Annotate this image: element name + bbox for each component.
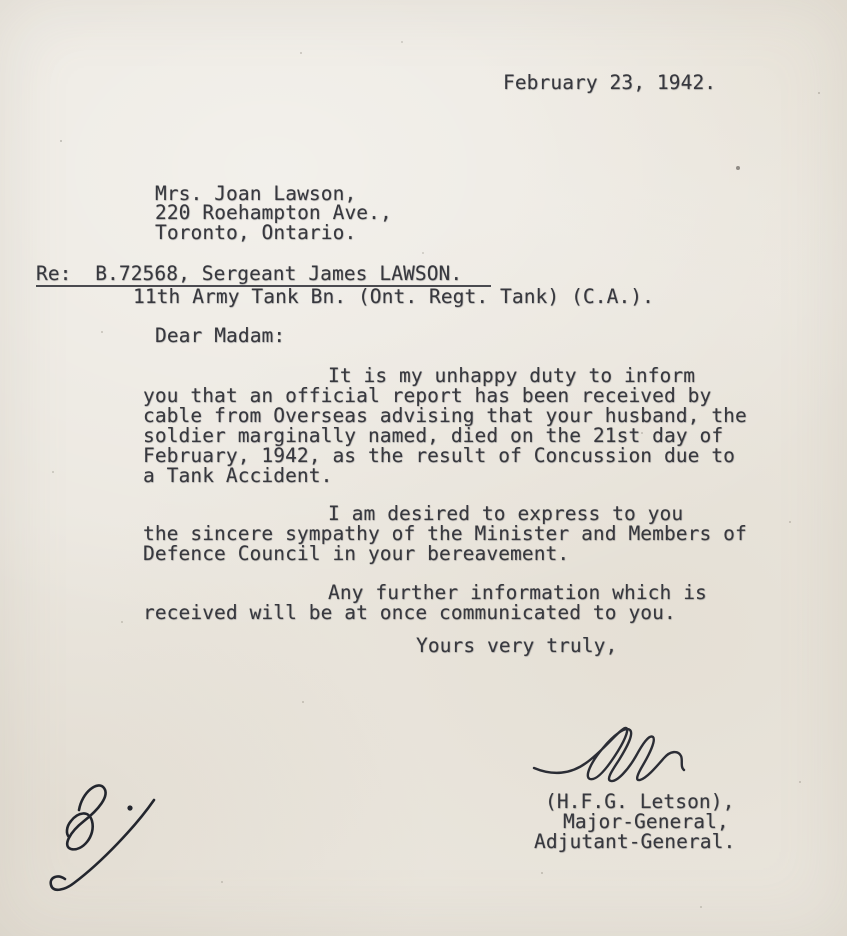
signature-icon [531,722,693,792]
initials-icon [38,766,178,906]
recipient-city: Toronto, Ontario. [155,221,357,244]
paragraph-line: I am desired to express to you [328,502,684,525]
paper-specks [0,0,2,2]
paragraph-line: a Tank Accident. [143,464,333,487]
signer-rank: Major-General, [563,810,729,833]
salutation: Dear Madam: [155,324,286,347]
paragraph-line: Any further information which is [328,581,707,604]
recipient-street: 220 Roehampton Ave., [155,201,392,224]
body-paragraph-2 [143,504,747,564]
paragraph-line: you that an official report has been received by [143,384,712,407]
paragraph-line: It is my unhappy duty to inform [328,364,696,387]
subject-line-underlined: Re: B.72568, Sergeant James LAWSON. [36,264,491,287]
paragraph-line: received will be at once communicated to you. [143,601,676,624]
paragraph-line: the sincere sympathy of the Minister and Members of [143,522,747,545]
signer-name: (H.F.G. Letson), [545,790,735,813]
body-paragraph-1 [143,366,747,486]
closing-phrase: Yours very truly, [416,634,618,657]
paragraph-line: cable from Overseas advising that your husband, the [143,404,747,427]
recipient-name: Mrs. Joan Lawson, [155,182,357,205]
letter-date: February 23, 1942. [503,71,717,94]
body-paragraph-3 [143,583,707,623]
signer-title: Adjutant-General. [534,830,736,853]
paragraph-line: Defence Council in your bereavement. [143,542,570,565]
subject-line-unit: 11th Army Tank Bn. (Ont. Regt. Tank) (C.A.). [133,285,654,308]
paragraph-line: soldier marginally named, died on the 21st day of [143,424,724,447]
paragraph-line: February, 1942, as the result of Concussion due to [143,444,735,467]
